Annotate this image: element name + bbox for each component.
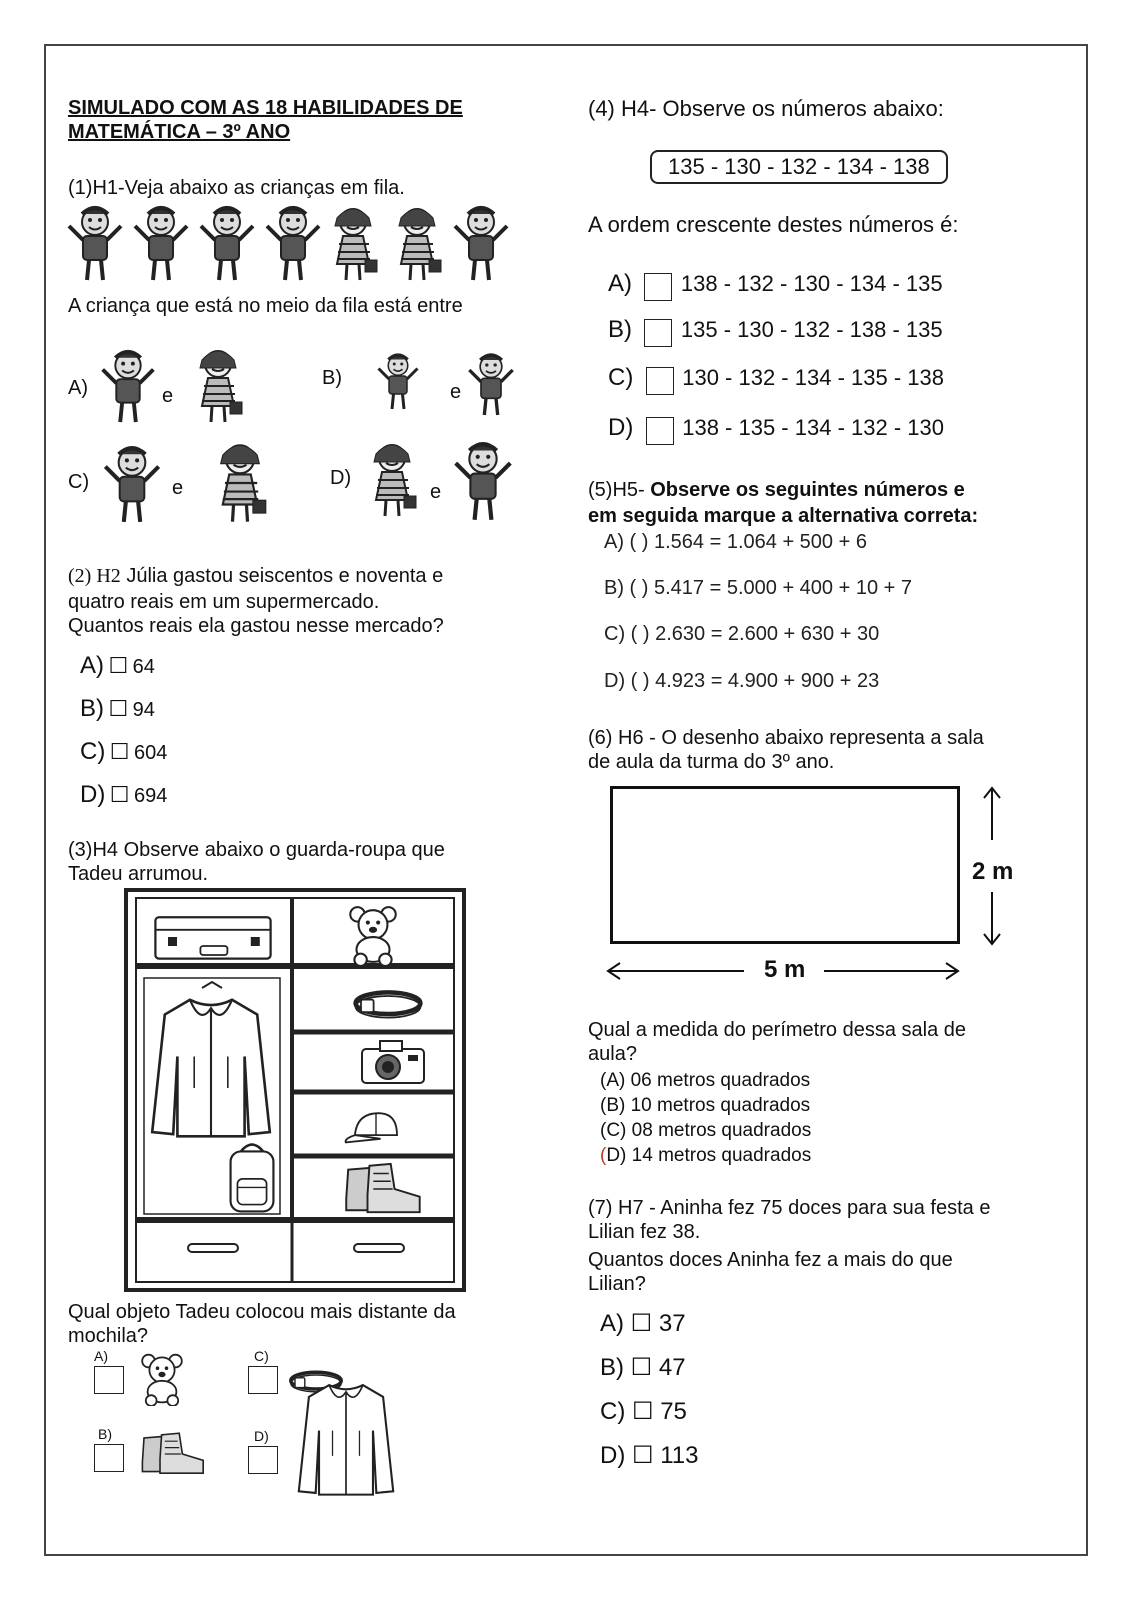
q6-prompt: (6) H6 - O desenho abaixo representa a sala — [588, 727, 984, 749]
checkbox[interactable] — [646, 417, 674, 445]
q3-option-b-boots — [134, 1430, 210, 1478]
q3-prompt: (3)H4 Observe abaixo o guarda-roupa que — [68, 839, 445, 861]
q3-prompt-line2: Tadeu arrumou. — [68, 863, 209, 885]
q4-option-b[interactable]: B) 135 - 130 - 132 - 138 - 135 — [608, 316, 943, 347]
q2-option-d[interactable]: D) ☐ 694 — [80, 781, 168, 808]
q3-option-b-checkbox[interactable] — [94, 1444, 124, 1472]
q4-question: A ordem crescente destes números é: — [588, 212, 959, 237]
q7-option-c[interactable]: C) ☐ 75 — [600, 1398, 687, 1425]
q3-option-d-checkbox[interactable] — [248, 1446, 278, 1474]
q2-question: Quantos reais ela gastou nesse mercado? — [68, 615, 444, 637]
height-label: 2 m — [972, 858, 1014, 885]
q2-prompt: (2) H2 Júlia gastou seiscentos e noventa e — [68, 565, 444, 587]
q6-option-a[interactable]: (A) 06 metros quadrados — [600, 1070, 811, 1091]
q4-number-sequence: 135 - 130 - 132 - 134 - 138 — [650, 150, 948, 184]
q7-question-line2: Lilian? — [588, 1273, 646, 1295]
q5-option-a[interactable]: A) ( ) 1.564 = 1.064 + 500 + 6 — [604, 531, 867, 553]
q6-question-line2: aula? — [588, 1043, 637, 1065]
checkbox[interactable] — [646, 367, 674, 395]
q4-option-c[interactable]: C) 130 - 132 - 134 - 135 - 138 — [608, 364, 944, 395]
q1-option-b-conj: e — [450, 381, 462, 403]
q7-prompt-line2: Lilian fez 38. — [588, 1221, 701, 1243]
q1-option-b-child2 — [466, 350, 516, 420]
q5-prompt: (5)H5- Observe os seguintes números e — [588, 479, 965, 501]
checkbox-icon[interactable]: ☐ — [109, 739, 130, 764]
checkbox-icon[interactable]: ☐ — [630, 1354, 653, 1381]
q1-option-b-child1 — [350, 352, 446, 412]
q6-prompt-line2: de aula da turma do 3º ano. — [588, 751, 835, 773]
q1-option-c-label: C) — [68, 471, 90, 493]
q3-option-d-label: D) — [254, 1428, 269, 1444]
q7-option-d[interactable]: D) ☐ 113 — [600, 1442, 699, 1469]
q1-question: A criança que está no meio da fila está entre — [68, 295, 463, 317]
q7-prompt: (7) H7 - Aninha fez 75 doces para sua festa e — [588, 1197, 991, 1219]
q4-option-a[interactable]: A) 138 - 132 - 130 - 134 - 135 — [608, 270, 943, 301]
q1-option-a-conj: e — [162, 385, 174, 407]
q3-option-a-label: A) — [94, 1348, 108, 1364]
classroom-rectangle — [610, 786, 960, 944]
q1-prompt: (1)H1-Veja abaixo as crianças em fila. — [68, 177, 405, 199]
q5-option-b[interactable]: B) ( ) 5.417 = 5.000 + 400 + 10 + 7 — [604, 577, 912, 599]
checkbox-icon[interactable]: ☐ — [109, 782, 130, 807]
q3-option-a-checkbox[interactable] — [94, 1366, 124, 1394]
checkbox-icon[interactable]: ☐ — [108, 653, 129, 678]
q1-option-d-child1 — [356, 440, 428, 520]
checkbox-icon[interactable]: ☐ — [632, 1398, 654, 1425]
page-title: SIMULADO COM AS 18 HABILIDADES DE MATEMÁTICA – 3º ANO — [68, 97, 463, 143]
q1-option-c-conj: e — [172, 477, 184, 499]
q2-option-b[interactable]: B) ☐ 94 — [80, 695, 155, 722]
q6-option-b[interactable]: (B) 10 metros quadrados — [600, 1095, 811, 1116]
q5-option-d[interactable]: D) ( ) 4.923 = 4.900 + 900 + 23 — [604, 670, 880, 692]
q1-option-a-child1 — [98, 348, 158, 426]
checkbox[interactable] — [644, 319, 672, 347]
q3-question-line2: mochila? — [68, 1325, 149, 1347]
q7-question: Quantos doces Aninha fez a mais do que — [588, 1249, 953, 1271]
q7-option-a[interactable]: A) ☐ 37 — [600, 1310, 686, 1337]
q2-option-c[interactable]: C) ☐ 604 — [80, 738, 168, 765]
q5-option-c[interactable]: C) ( ) 2.630 = 2.600 + 630 + 30 — [604, 623, 880, 645]
checkbox[interactable] — [644, 273, 672, 301]
q3-question: Qual objeto Tadeu colocou mais distante da — [68, 1301, 456, 1323]
checkbox-icon[interactable]: ☐ — [632, 1442, 654, 1469]
q3-option-b-label: B) — [98, 1426, 112, 1442]
checkbox-icon[interactable]: ☐ — [108, 696, 129, 721]
q3-option-c-label: C) — [254, 1348, 269, 1364]
q2-prompt-line2: quatro reais em um supermercado. — [68, 591, 380, 613]
q1-option-b-label: B) — [322, 367, 342, 389]
q1-option-c-child1 — [98, 444, 166, 526]
q1-option-c-child2 — [200, 440, 280, 526]
q6-question: Qual a medida do perímetro dessa sala de — [588, 1019, 966, 1041]
q3-option-c-checkbox[interactable] — [248, 1366, 278, 1394]
q4-option-d[interactable]: D) 138 - 135 - 134 - 132 - 130 — [608, 414, 944, 445]
q6-option-d[interactable]: (D) 14 metros quadrados — [600, 1145, 812, 1166]
q1-option-a-label: A) — [68, 377, 88, 399]
q1-option-a-child2 — [186, 346, 250, 426]
q7-option-b[interactable]: B) ☐ 47 — [600, 1354, 686, 1381]
red-paren: ( — [600, 1145, 607, 1166]
q3-option-a-bear — [134, 1352, 190, 1406]
wardrobe-image — [118, 886, 472, 1296]
q1-option-d-label: D) — [330, 467, 352, 489]
q4-prompt: (4) H4- Observe os números abaixo: — [588, 96, 944, 121]
q6-option-c[interactable]: (C) 08 metros quadrados — [600, 1120, 812, 1141]
checkbox-icon[interactable]: ☐ — [630, 1310, 653, 1337]
q2-option-a[interactable]: A) ☐ 64 — [80, 652, 155, 679]
q1-option-d-conj: e — [430, 481, 442, 503]
q5-prompt-line2: em seguida marque a alternativa correta: — [588, 505, 979, 527]
q3-option-d-jacket — [284, 1380, 408, 1498]
width-label: 5 m — [764, 956, 806, 983]
children-line-image — [64, 200, 514, 288]
q1-option-d-child2 — [446, 440, 520, 524]
